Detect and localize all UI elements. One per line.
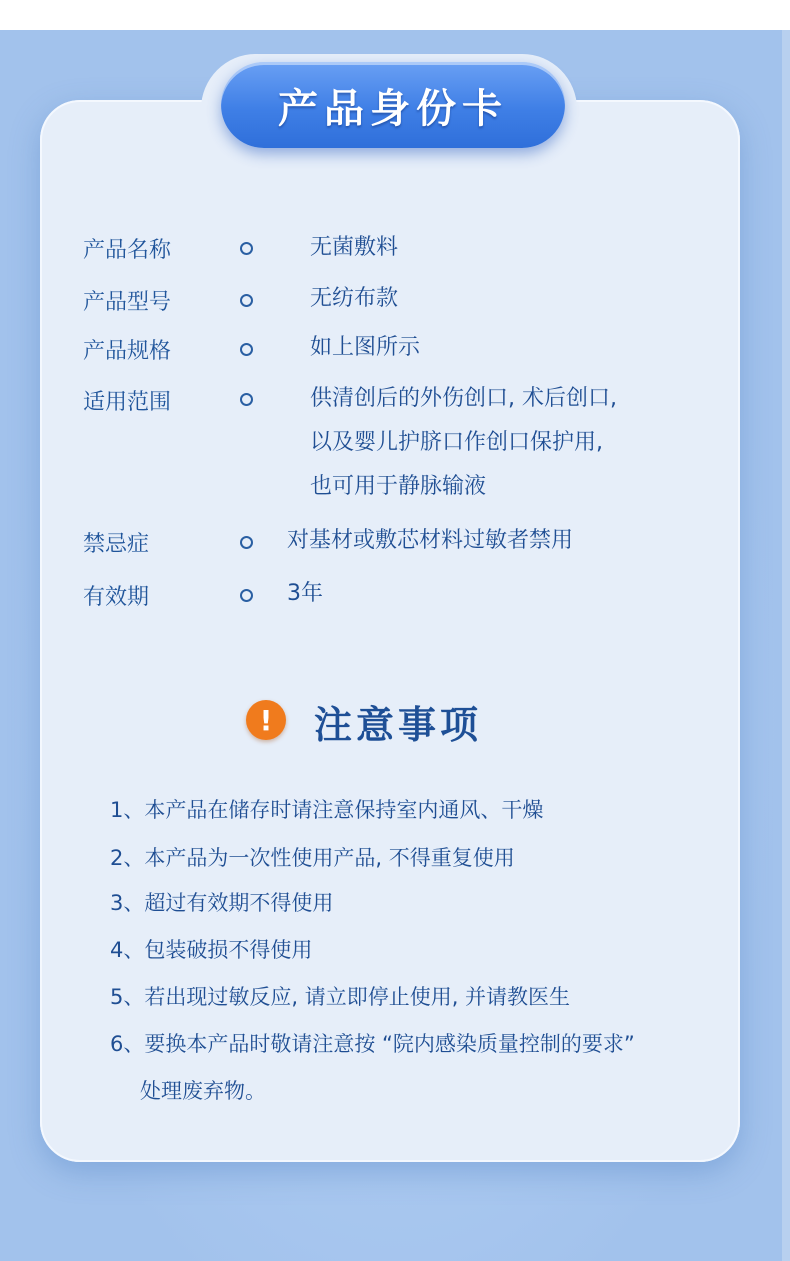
bullet-icon bbox=[240, 294, 253, 307]
bullet-icon bbox=[240, 393, 253, 406]
notice-item: 3、超过有效期不得使用 bbox=[110, 891, 334, 915]
notice-item: 6、要换本产品时敬请注意按 “院内感染质量控制的要求” bbox=[110, 1032, 635, 1056]
spec-label: 禁忌症 bbox=[83, 532, 150, 557]
notice-item: 处理废弃物。 bbox=[140, 1079, 266, 1103]
notice-item: 2、本产品为一次性使用产品, 不得重复使用 bbox=[110, 846, 515, 870]
spec-label: 产品名称 bbox=[83, 238, 172, 263]
spec-value: 3年 bbox=[287, 581, 323, 606]
spec-value: 如上图所示 bbox=[310, 335, 421, 360]
notice-title: 注意事项 bbox=[314, 703, 483, 747]
spec-value: 无菌敷料 bbox=[310, 235, 399, 260]
top-strip bbox=[0, 0, 790, 31]
spec-value: 无纺布款 bbox=[310, 286, 399, 311]
spec-value-line: 以及婴儿护脐口作创口保护用, bbox=[310, 430, 603, 455]
bullet-icon bbox=[240, 242, 253, 255]
exclamation-icon bbox=[246, 700, 286, 740]
spec-label: 有效期 bbox=[83, 585, 150, 610]
spec-value-line: 供清创后的外伤创口, 术后创口, bbox=[310, 386, 617, 411]
spec-value-line: 也可用于静脉输液 bbox=[310, 474, 487, 499]
notice-item: 1、本产品在储存时请注意保持室内通风、干燥 bbox=[110, 798, 544, 822]
notice-item: 5、若出现过敏反应, 请立即停止使用, 并请教医生 bbox=[110, 985, 571, 1009]
spec-label: 产品规格 bbox=[83, 339, 172, 364]
exclamation-glyph: ! bbox=[259, 703, 273, 737]
spec-value: 对基材或敷芯材料过敏者禁用 bbox=[287, 528, 574, 553]
bullet-icon bbox=[240, 589, 253, 602]
spec-label: 产品型号 bbox=[83, 290, 172, 315]
bullet-icon bbox=[240, 343, 253, 356]
card-title: 产品身份卡 bbox=[278, 85, 508, 132]
notice-item: 4、包装破损不得使用 bbox=[110, 938, 313, 962]
spec-label: 适用范围 bbox=[83, 390, 172, 415]
bullet-icon bbox=[240, 536, 253, 549]
title-pill bbox=[221, 62, 565, 148]
right-edge bbox=[782, 30, 790, 1261]
